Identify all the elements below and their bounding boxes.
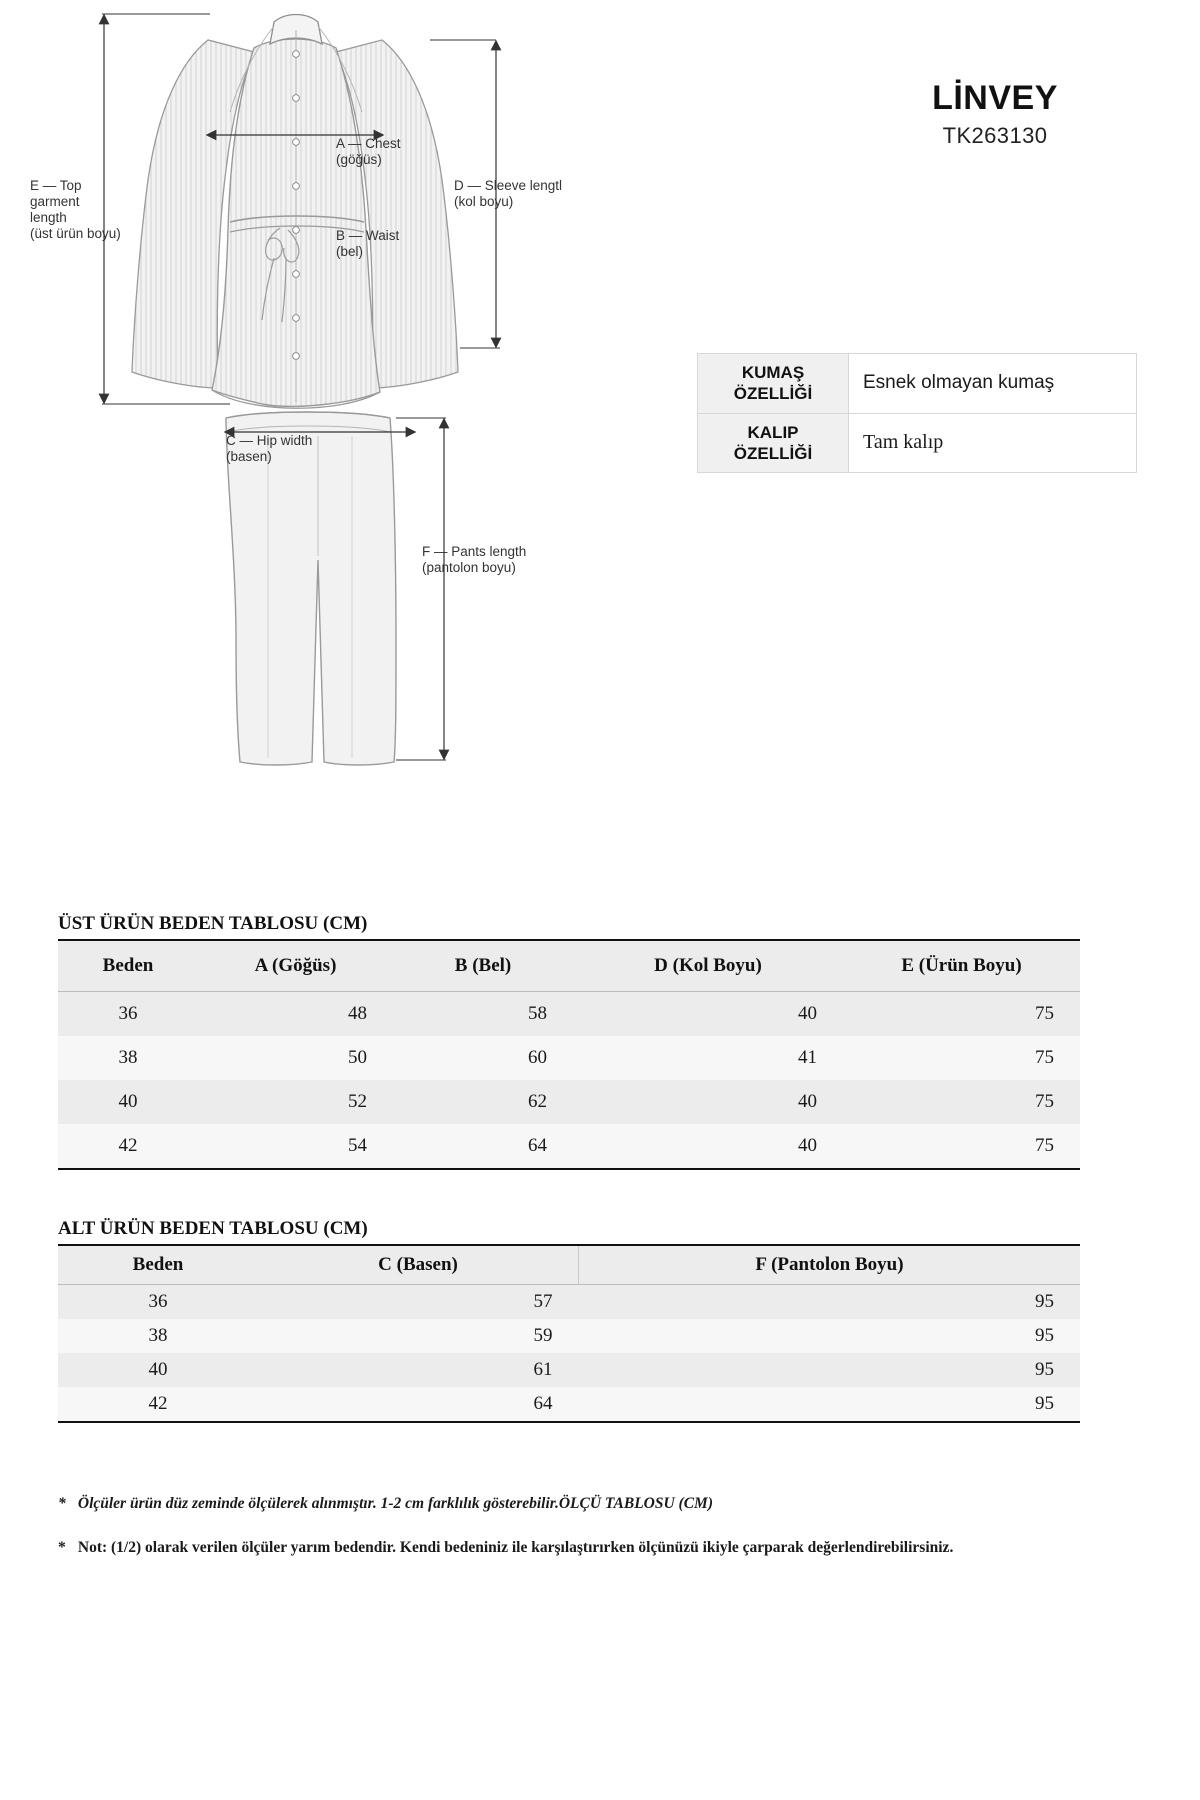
callout-waist: B — Waist	[336, 228, 400, 243]
callout-chest-tr: (göğüs)	[336, 152, 382, 167]
cell-chest: 50	[198, 1036, 393, 1080]
cell-beden: 42	[58, 1387, 258, 1422]
table-row	[698, 413, 1137, 473]
table-row	[58, 992, 1080, 1037]
note-bullet-1: *	[58, 1495, 66, 1512]
cell-hip: 64	[258, 1387, 579, 1422]
cell-sleeve: 40	[573, 992, 843, 1037]
table-row	[58, 1080, 1080, 1124]
col-header-hip: C (Basen)	[258, 1245, 579, 1285]
cell-beden: 36	[58, 1285, 258, 1320]
table-header-row	[58, 940, 1080, 992]
cell-waist: 64	[393, 1124, 573, 1169]
table-row	[58, 1036, 1080, 1080]
lower-size-table	[58, 1244, 1080, 1423]
cell-hip: 59	[258, 1319, 579, 1353]
table-row	[58, 1387, 1080, 1422]
callout-hip-tr: (basen)	[226, 449, 272, 464]
fabric-property-label: KUMAŞ ÖZELLİĞİ	[698, 354, 849, 414]
note-half-size	[58, 1539, 1118, 1557]
table-row	[698, 354, 1137, 414]
note-measurement	[58, 1495, 1118, 1513]
cell-beden: 40	[58, 1080, 198, 1124]
callout-chest: A — Chest	[336, 136, 401, 151]
table-row	[58, 1353, 1080, 1387]
col-header-length: E (Ürün Boyu)	[843, 940, 1080, 992]
callout-sleeve: D — Sleeve lengtl	[454, 178, 563, 193]
cell-pants-length: 95	[579, 1285, 1081, 1320]
table-row	[58, 1285, 1080, 1320]
col-header-beden: Beden	[58, 940, 198, 992]
note-bullet-2: *	[58, 1539, 66, 1556]
brand-block	[840, 80, 1150, 149]
cell-waist: 60	[393, 1036, 573, 1080]
product-code: TK263130	[942, 123, 1048, 149]
brand-name: LİNVEY	[932, 79, 1058, 117]
cell-chest: 54	[198, 1124, 393, 1169]
note-half-size-text: Not: (1/2) olarak verilen ölçüler yarım bedendir. Kendi bedeniniz ile karşılaştırırken ölçünüzü ikiyle çarparak değerlendirebilirsiniz.	[77, 1539, 954, 1556]
col-header-sleeve: D (Kol Boyu)	[573, 940, 843, 992]
notes-block	[58, 1495, 1118, 1583]
cell-hip: 61	[258, 1353, 579, 1387]
col-header-waist: B (Bel)	[393, 940, 573, 992]
col-header-chest: A (Göğüs)	[198, 940, 393, 992]
cell-length: 75	[843, 1036, 1080, 1080]
cell-beden: 40	[58, 1353, 258, 1387]
fabric-fit-info-table	[697, 353, 1137, 473]
callout-sleeve-tr: (kol boyu)	[454, 194, 514, 209]
cell-pants-length: 95	[579, 1387, 1081, 1422]
fabric-property-value: Esnek olmayan kumaş	[849, 354, 1137, 414]
cell-beden: 42	[58, 1124, 198, 1169]
callout-top-length-tr: (üst ürün boyu)	[30, 226, 121, 241]
cell-beden: 38	[58, 1319, 258, 1353]
col-header-pants-length: F (Pantolon Boyu)	[579, 1245, 1081, 1285]
callout-pants-tr: (pantolon boyu)	[422, 560, 516, 575]
fit-property-label: KALIP ÖZELLİĞİ	[698, 413, 849, 473]
cell-waist: 62	[393, 1080, 573, 1124]
cell-chest: 48	[198, 992, 393, 1037]
callout-top-length-1: E — Top	[30, 178, 82, 193]
table-header-row	[58, 1245, 1080, 1285]
callout-hip: C — Hip width	[226, 433, 313, 448]
fit-property-value: Tam kalıp	[849, 413, 1137, 473]
table-row	[58, 1319, 1080, 1353]
technical-drawing	[30, 0, 690, 905]
cell-sleeve: 41	[573, 1036, 843, 1080]
lower-size-section	[58, 1218, 1080, 1423]
callout-top-length-3: length	[30, 210, 67, 225]
cell-beden: 36	[58, 992, 198, 1037]
cell-length: 75	[843, 1124, 1080, 1169]
upper-table-title: ÜST ÜRÜN BEDEN TABLOSU (CM)	[58, 913, 368, 934]
cell-hip: 57	[258, 1285, 579, 1320]
lower-table-title: ALT ÜRÜN BEDEN TABLOSU (CM)	[58, 1218, 368, 1239]
callout-pants: F — Pants length	[422, 544, 527, 559]
callout-waist-tr: (bel)	[336, 244, 364, 259]
cell-length: 75	[843, 1080, 1080, 1124]
col-header-beden: Beden	[58, 1245, 258, 1285]
cell-pants-length: 95	[579, 1353, 1081, 1387]
cell-waist: 58	[393, 992, 573, 1037]
cell-chest: 52	[198, 1080, 393, 1124]
cell-sleeve: 40	[573, 1080, 843, 1124]
note-measurement-text: Ölçüler ürün düz zeminde ölçülerek alınmıştır. 1-2 cm farklılık gösterebilir.ÖLÇÜ TABLOSU (CM)	[77, 1495, 714, 1512]
upper-size-section	[58, 913, 1080, 1170]
cell-beden: 38	[58, 1036, 198, 1080]
upper-size-table	[58, 939, 1080, 1170]
cell-sleeve: 40	[573, 1124, 843, 1169]
cell-length: 75	[843, 992, 1080, 1037]
callout-top-length-2: garment	[30, 194, 80, 209]
table-row	[58, 1124, 1080, 1169]
cell-pants-length: 95	[579, 1319, 1081, 1353]
